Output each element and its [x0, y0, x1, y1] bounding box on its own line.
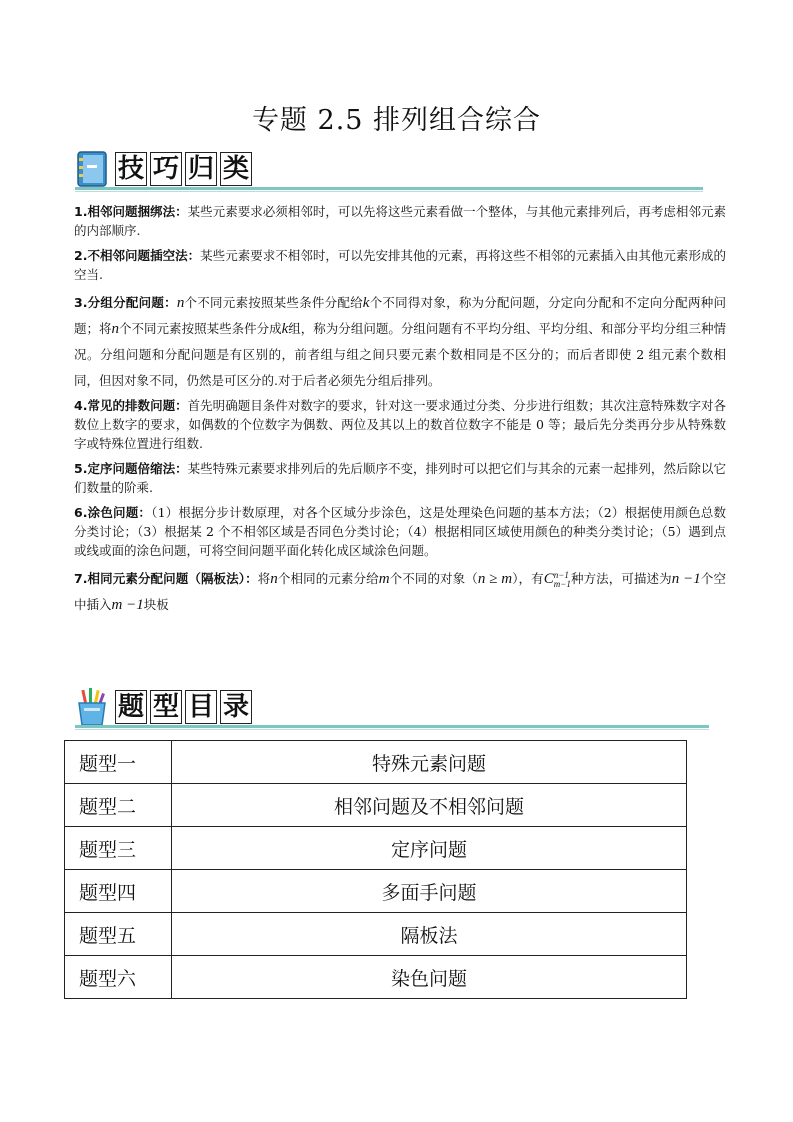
tip-label: 5.定序问题倍缩法： — [74, 461, 188, 476]
math-expr: n −1 — [671, 571, 701, 587]
tip-label: 2.不相邻问题插空法： — [74, 248, 201, 263]
tip-label: 3.分组分配问题： — [74, 295, 177, 310]
tip-2 — [74, 246, 726, 284]
table-row — [65, 956, 687, 999]
banner-char: 技 — [115, 152, 147, 186]
tip-text: 个相同的元素分给 — [277, 571, 379, 586]
banner-char: 录 — [220, 690, 252, 724]
banner-char: 目 — [185, 690, 217, 724]
type-name: 染色问题 — [172, 956, 687, 999]
tip-text: 种方法，可描述为 — [570, 571, 672, 586]
tip-label: 7.相同元素分配问题（隔板法）： — [74, 571, 258, 586]
type-name: 相邻问题及不相邻问题 — [172, 784, 687, 827]
table-row — [65, 741, 687, 784]
tip-text: 个不同元素按照某些条件分成 — [119, 321, 282, 336]
tip-text: 块板 — [143, 597, 169, 612]
tip-text: （1）根据分步计数原理，对各个区域分步涂色，这是处理染色问题的基本方法；（2）根据使用颜色总数分类讨论；（3）根据某 2 个不相邻区域是否同色分类讨论；（4）根据相同区域使用颜色的种类分类讨论；（5）遇到点或线或面的涂色问题，可将空间问题平面化转化成区域涂色问题。 — [74, 505, 726, 558]
comb-base: C — [543, 571, 554, 587]
page-title: 专题 2.5 排列组合综合 — [251, 105, 542, 136]
question-type-table — [64, 740, 687, 999]
tip-4 — [74, 396, 726, 453]
math-expr: m −1 — [111, 597, 144, 613]
type-label: 题型五 — [65, 913, 172, 956]
tip-7 — [74, 566, 726, 618]
math-var: k — [281, 321, 289, 337]
math-var: n — [176, 295, 185, 311]
tip-3 — [74, 290, 726, 394]
tip-label: 6.涂色问题： — [74, 505, 152, 520]
banner-char: 归 — [185, 152, 217, 186]
type-label: 题型六 — [65, 956, 172, 999]
type-label: 题型一 — [65, 741, 172, 784]
tip-5 — [74, 459, 726, 497]
tip-text: ），有 — [512, 571, 544, 586]
tip-text: 个不同元素按照某些条件分配给 — [184, 295, 363, 310]
tip-text: 某些元素要求不相邻时，可以先安排其他的元素，再将这些不相邻的元素插入由其他元素形成的空当. — [74, 248, 726, 282]
type-name: 隔板法 — [172, 913, 687, 956]
comb-sub: m−1 — [553, 578, 571, 589]
math-var: n — [111, 321, 120, 337]
banner-rule-thin — [75, 729, 709, 730]
type-name: 特殊元素问题 — [172, 741, 687, 784]
tip-text: 某些特殊元素要求排列后的先后顺序不变，排列时可以把它们与其余的元素一起排列，然后除以它们数量的阶乘. — [74, 461, 726, 495]
tip-text: 首先明确题目条件对数字的要求，针对这一要求通过分类、分步进行组数；其次注意特殊数字对各数位上数字的要求，如偶数的个位数字为偶数、两位及其以上的数首位数字不能是 0 等；最后先分类再分步从特殊数字或特殊位置进行组数. — [74, 398, 726, 451]
math-var: k — [362, 295, 370, 311]
math-var: n — [270, 571, 278, 587]
banner-char: 类 — [220, 152, 252, 186]
tip-text: 组，称为分组问题。分组问题有不平均分组、平均分组、和部分平均分组三种情况。分组问题和分配问题是有区别的，前者组与组之间只要元素个数相同是不区分的；而后者即使 2 组元素个数相同，但因对象不同，仍然是可区分的.对于后者必须先分组后排列。 — [74, 321, 726, 388]
tip-1 — [74, 202, 726, 240]
table-row — [65, 784, 687, 827]
tips-list — [74, 202, 726, 620]
notebook-icon — [75, 150, 109, 188]
type-label: 题型三 — [65, 827, 172, 870]
banner-char: 型 — [150, 690, 182, 724]
tip-text: 个不同的对象（ — [389, 571, 478, 586]
banner-rule-thin — [75, 191, 703, 192]
type-name: 多面手问题 — [172, 870, 687, 913]
tip-label: 4.常见的排数问题： — [74, 398, 188, 413]
tip-text: 某些元素要求必须相邻时，可以先将这些元素看做一个整体，与其他元素排列后，再考虑相邻元素的内部顺序. — [74, 204, 726, 238]
combination-formula — [544, 571, 571, 587]
tip-text: 个不同得对象，称为分配问题，分定向分配和不定向分配两种问题；将 — [74, 295, 726, 336]
banner-rule — [75, 725, 709, 728]
type-name: 定序问题 — [172, 827, 687, 870]
tip-text: 个空中插入 — [74, 571, 726, 612]
banner-char: 题 — [115, 690, 147, 724]
math-var: m — [378, 571, 390, 587]
type-label: 题型四 — [65, 870, 172, 913]
tip-text: 将 — [257, 571, 271, 586]
banner-char: 巧 — [150, 152, 182, 186]
tip-label: 1.相邻问题捆绑法： — [74, 204, 188, 219]
table-row — [65, 870, 687, 913]
section-banner-tips — [75, 150, 705, 194]
pencil-cup-icon — [75, 688, 109, 726]
tip-6 — [74, 503, 726, 560]
comb-sup: n−1 — [553, 569, 569, 580]
section-banner-types — [75, 688, 715, 732]
table-row — [65, 913, 687, 956]
banner-rule — [75, 187, 703, 190]
table-row — [65, 827, 687, 870]
type-label: 题型二 — [65, 784, 172, 827]
math-condition: n ≥ m — [477, 571, 513, 587]
